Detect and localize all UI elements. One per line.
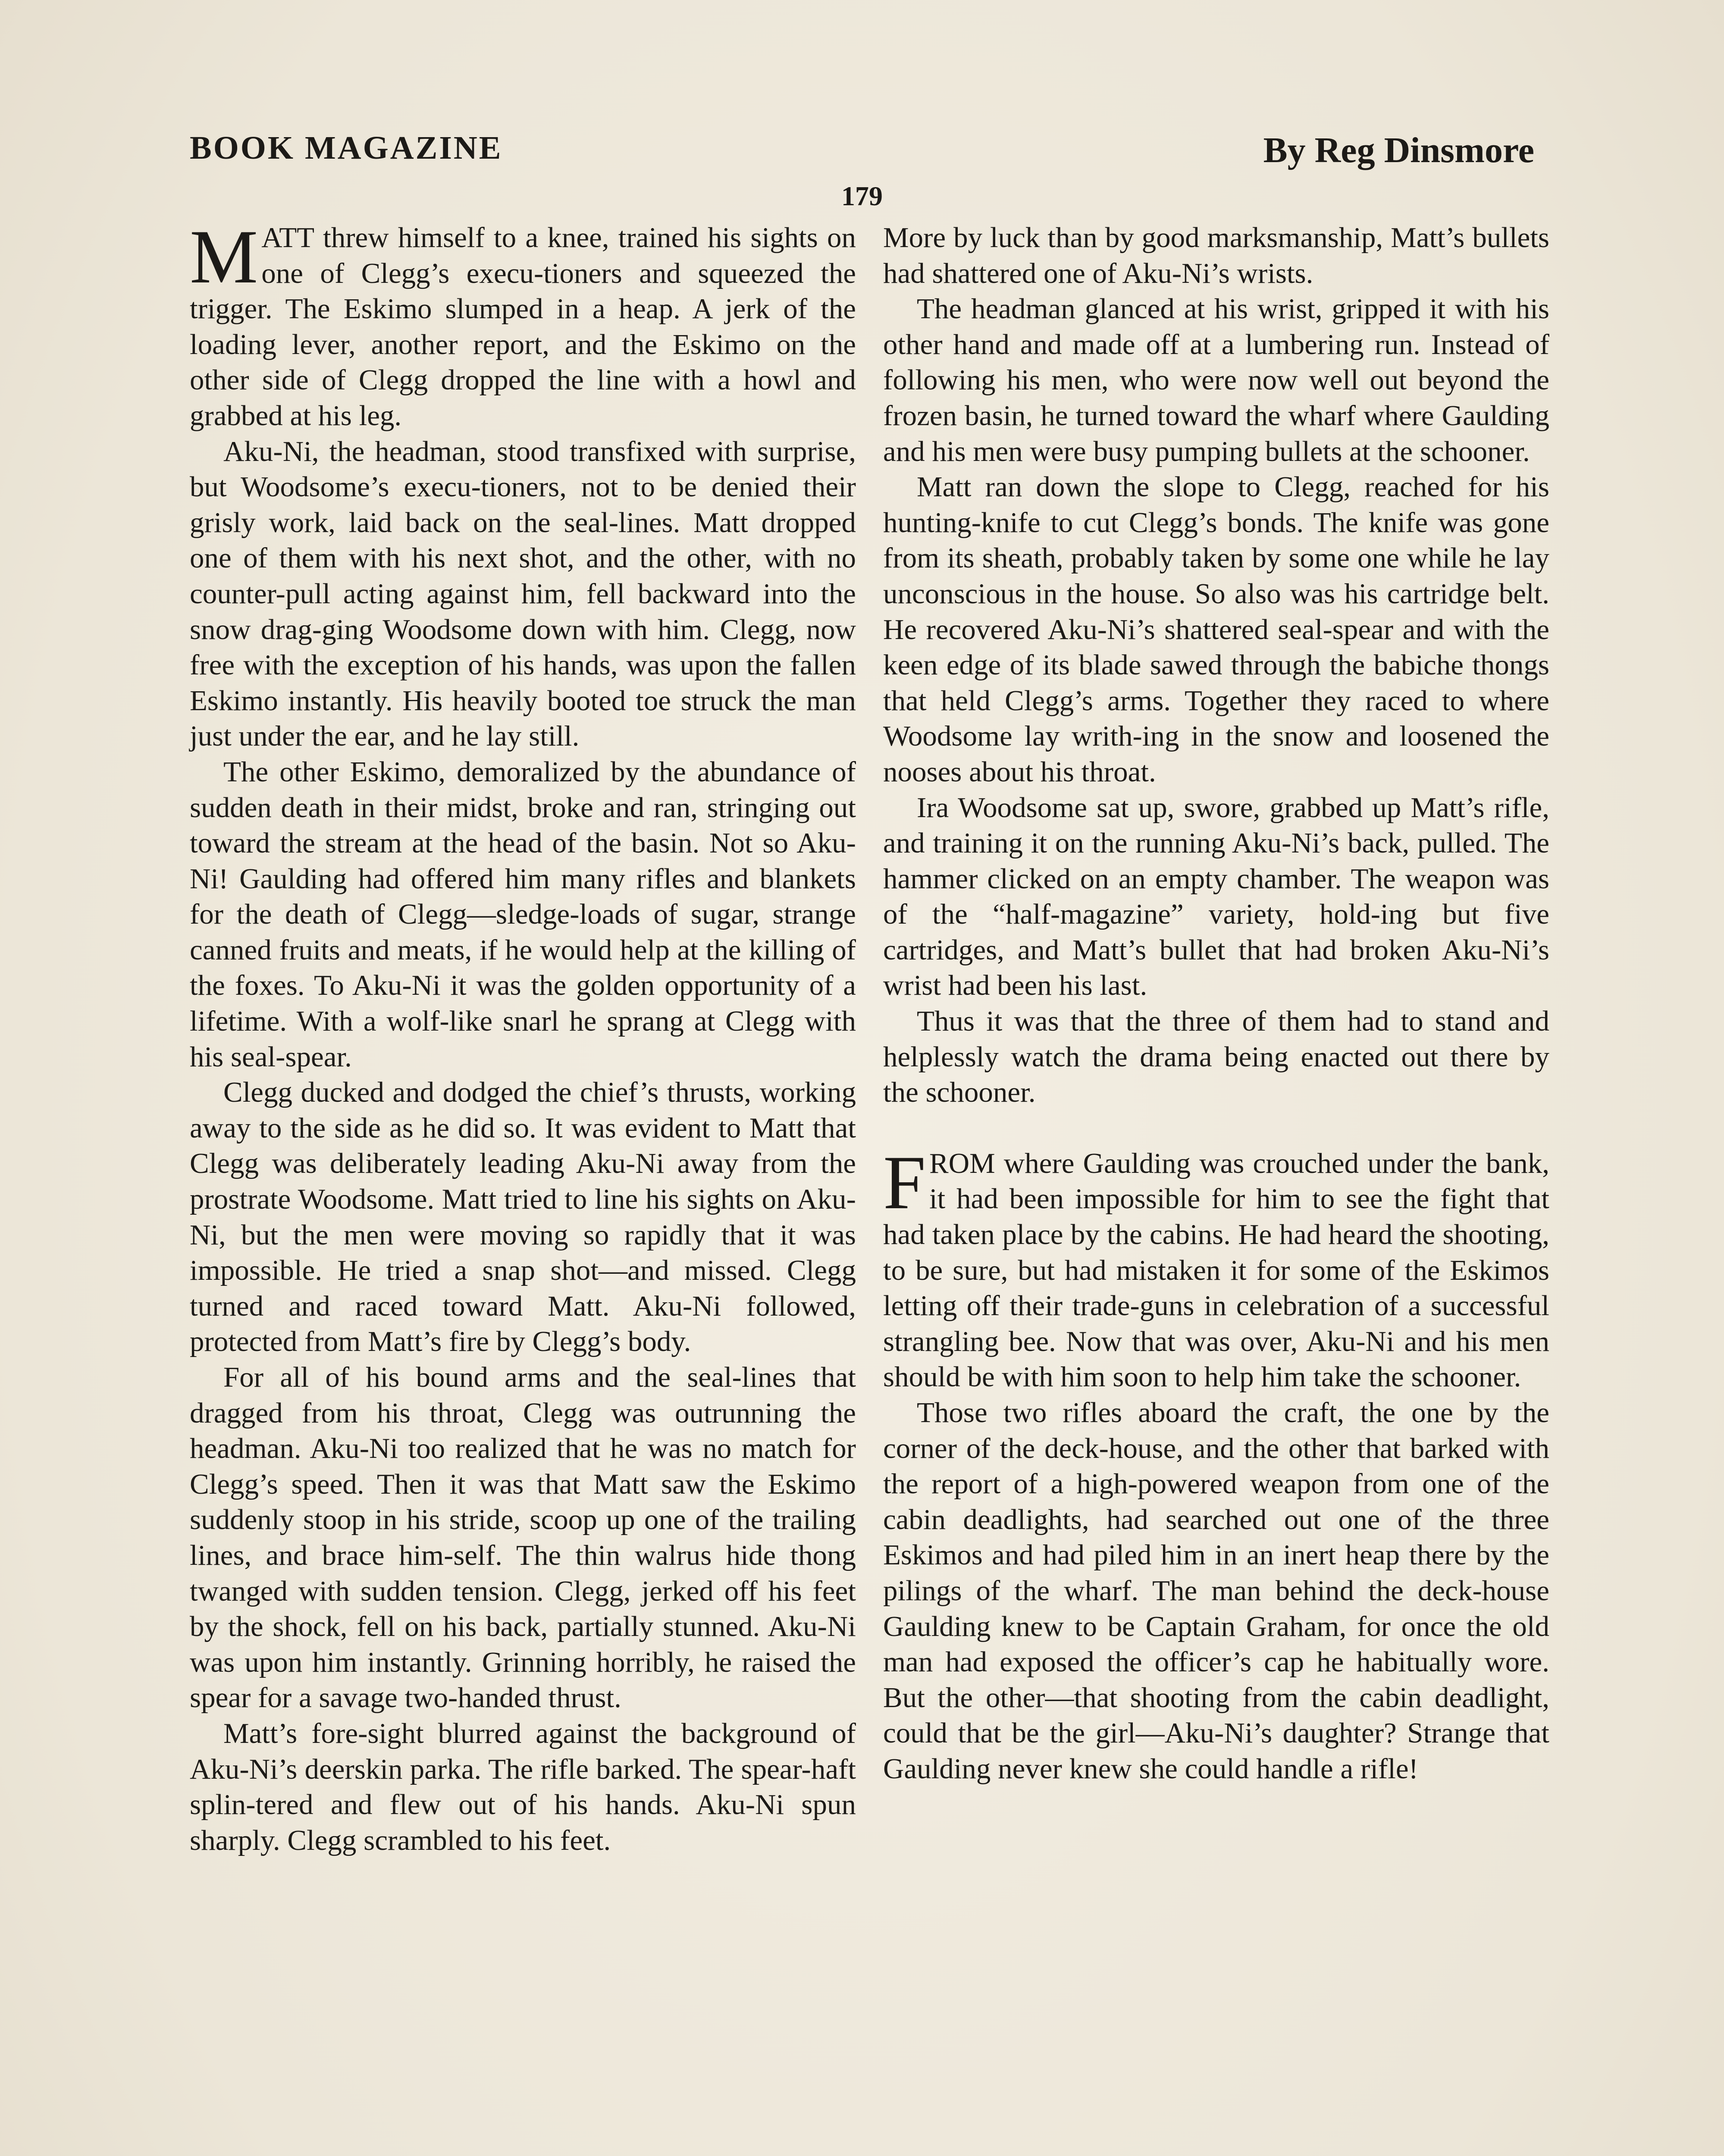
left-column [190, 214, 856, 1858]
paragraph: Aku-Ni, the headman, stood transfixed with surprise, but Woodsome’s execu-tioners, not to be denied their grisly work, laid back on the seal-lines. Matt dropped one of them with his next shot, and the other, with no counter-pull acting against him, fell backward into the snow drag-ging Woodsome down with him. Clegg, now free with the exception of his hands, was upon the fallen Eskimo instantly. His heavily booted toe struck the man just under the ear, and he lay still. [190, 435, 856, 752]
paragraph-text: ROM where Gaulding was crouched under the bank, it had been impossible for him to see the fight that had taken place by the cabins. He had heard the shooting, to be sure, but had mistaken it for some of the Eskimos letting off their trade-guns in celebration of a successful strangling bee. Now that was over, Aku-Ni and his men should be with him soon to help him take the schooner. [883, 1147, 1549, 1393]
paragraph: For all of his bound arms and the seal-lines that dragged from his throat, Clegg was outrunning the headman. Aku-Ni too realized that he was no match for Clegg’s speed. Then it was that Matt saw the Eskimo suddenly stoop in his stride, scoop up one of the trailing lines, and brace him-self. The thin walrus hide thong twanged with sudden tension. Clegg, jerked off his feet by the shock, fell on his back, partially stunned. Aku-Ni was upon him instantly. Grinning horribly, he raised the spear for a savage two-handed thrust. [190, 1361, 856, 1714]
paragraph: Clegg ducked and dodged the chief’s thrusts, working away to the side as he did so. It was evident to Matt that Clegg was deliberately leading Aku-Ni away from the prostrate Woodsome. Matt tried to line his sights on Aku-Ni, but the men were moving so rapidly that it was impossible. He tried a snap shot—and missed. Clegg turned and raced toward Matt. Aku-Ni followed, protected from Matt’s fire by Clegg’s body. [190, 1076, 856, 1358]
publication-title: BOOK MAGAZINE [190, 130, 503, 166]
section-break [883, 1110, 1549, 1146]
paragraph: Those two rifles aboard the craft, the one by the corner of the deck-house, and the other that barked with the report of a high-powered weapon from one of the cabin deadlights, had searched out one of the three Eskimos and had piled him in an inert heap there by the pilings of the wharf. The man behind the deck-house Gaulding knew to be Captain Graham, for once the old man had exposed the officer’s cap he habitually wore. But the other—that shooting from the cabin deadlight, could that be the girl—Aku-Ni’s daughter? Strange that Gaulding never knew she could handle a rifle! [883, 1397, 1549, 1785]
paragraph: The headman glanced at his wrist, gripped it with his other hand and made off at a lumbering run. Instead of following his men, who were now well out beyond the frozen basin, he turned toward the wharf where Gaulding and his men were busy pumping bullets at the schooner. [883, 293, 1549, 467]
paragraph [883, 1139, 1549, 1395]
paragraph: Matt’s fore-sight blurred against the background of Aku-Ni’s deerskin parka. The rifle barked. The spear-haft splin-tered and flew out of his hands. Aku-Ni spun sharply. Clegg scrambled to his feet. [190, 1717, 856, 1856]
paragraph: The other Eskimo, demoralized by the abundance of sudden death in their midst, broke and ran, stringing out toward the stream at the head of the basin. Not so Aku-Ni! Gaulding had offered him many rifles and blankets for the death of Clegg—sledge-loads of sugar, strange canned fruits and meats, if he would help at the killing of the foxes. To Aku-Ni it was the golden opportunity of a lifetime. With a wolf-like snarl he sprang at Clegg with his seal-spear. [190, 755, 856, 1073]
right-column [883, 220, 1549, 1787]
drop-cap: M [190, 214, 258, 299]
drop-cap: F [883, 1139, 926, 1225]
paragraph: Ira Woodsome sat up, swore, grabbed up Matt’s rifle, and training it on the running Aku-Ni’s back, pulled. The hammer clicked on an empty chamber. The weapon was of the “half-magazine” variety, hold-ing but five cartridges, and Matt’s bullet that had broken Aku-Ni’s wrist had been his last. [883, 791, 1549, 1002]
author-byline: By Reg Dinsmore [1263, 130, 1534, 170]
paragraph [190, 214, 856, 434]
paragraph: Thus it was that the three of them had to stand and helplessly watch the drama being enacted out there by the schooner. [883, 1005, 1549, 1109]
paragraph: More by luck than by good marksmanship, Matt’s bullets had shattered one of Aku-Ni’s wrists. [883, 222, 1549, 289]
paragraph-text: ATT threw himself to a knee, trained his sights on one of Clegg’s execu-tioners and squeezed the trigger. The Eskimo slumped in a heap. A jerk of the loading lever, another report, and the Eskimo on the other side of Clegg dropped the line with a howl and grabbed at his leg. [190, 222, 856, 432]
paragraph: Matt ran down the slope to Clegg, reached for his hunting-knife to cut Clegg’s bonds. The knife was gone from its sheath, probably taken by some one while he lay unconscious in the house. So also was his cartridge belt. He recovered Aku-Ni’s shattered seal-spear and with the keen edge of its blade sawed through the babiche thongs that held Clegg’s arms. Together they raced to where Woodsome lay writh-ing in the snow and loosened the nooses about his throat. [883, 471, 1549, 788]
page-number: 179 [841, 181, 883, 211]
